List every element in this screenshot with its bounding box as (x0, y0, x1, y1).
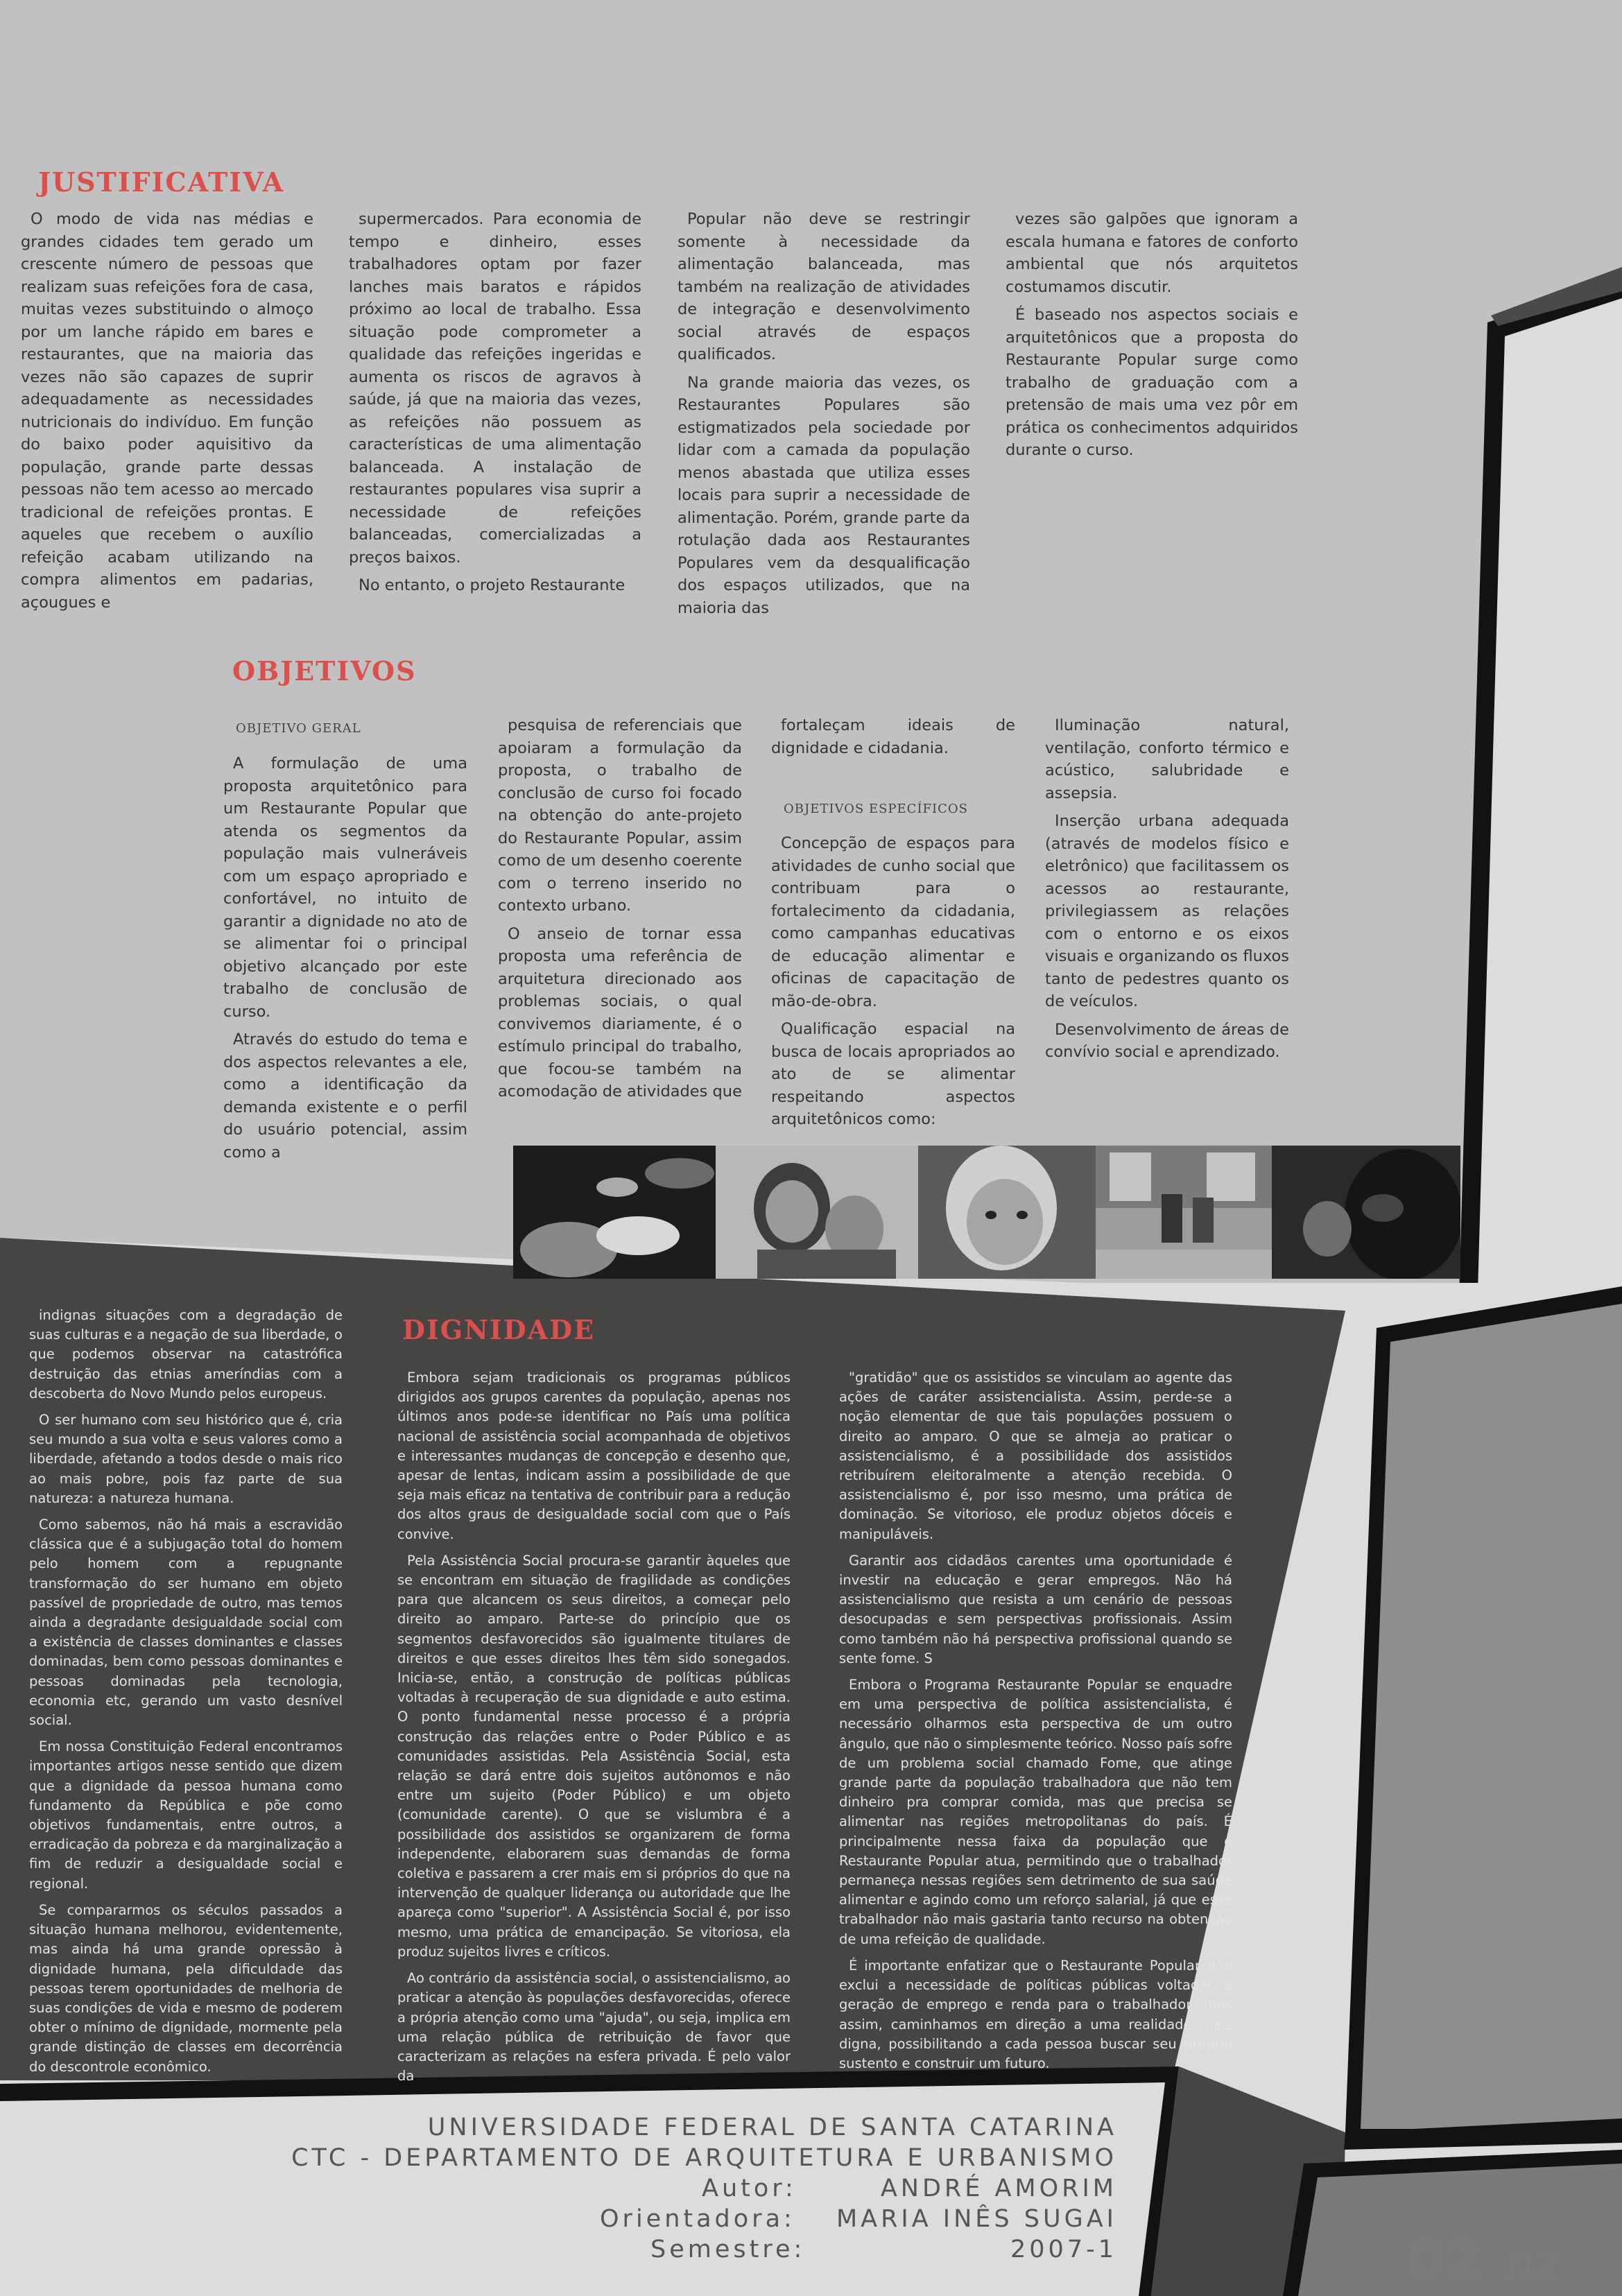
paragraph: pesquisa de referenciais que apoiaram a formulação da proposta, o trabalho de conclusão de curso foi focado na obtenção do ante-projeto do Restaurante Popular, assim como de um desenho coerente com o terreno inserido no contexto urbano. (498, 716, 742, 915)
paragraph: Pela Assistência Social procura-se garantir àqueles que se encontram em situação de fragilidade as condições para que alcancem os seus direitos, a começar pelo direito ao amparo. Parte-se do princípio que os segmentos desfavorecidos são igualmente titulares de direitos e que esses direitos lhes têm sido sonegados. Inicia-se, então, a construção de políticas públicas voltadas à recuperação de sua dignidade e auto estima. O ponto fundamental nesse processo é a própria construção das relações entre o Poder Público e as comunidades assistidas. Pela Assistência Social, esta relação se dará entre dois sujeitos autônomos e não entre um sujeito (Poder Público) e um objeto (comunidade carente). O que se vislumbra é a possibilidade dos assistidos se organizarem de forma independente, elaborarem suas demandas de forma coletiva e passarem a crer mais em si próprios do que na intervenção de qualquer liderança ou autoridade que lhe apareça como "superior". A Assistência Social é, por isso mesmo, uma prática de emancipação. Se vitoriosa, ela produz sujeitos livres e críticos. (397, 1552, 791, 1960)
photo-person-eating (1272, 1146, 1460, 1279)
paragraph: "gratidão" que os assistidos se vinculam ao agente das ações de caráter assistencialista. Assim, perde-se a noção elementar de que tais populações possuem o direito ao amparo. O que se almeja ao praticar o assistencialismo, é a possibilidade dos assistidos retribuírem eleitoralmente a atenção recebida. O assistencialismo é, por isso mesmo, uma prática de dominação. Se vitorioso, ele produz objetos dóceis e manipuláveis. (839, 1370, 1232, 1542)
paragraph: fortaleçam ideais de dignidade e cidadania. (771, 716, 1015, 757)
dignidade-col-2 (397, 1368, 791, 2093)
page-number: 02 (1408, 2229, 1481, 2291)
paragraph: Embora sejam tradicionais os programas públicos dirigidos aos grupos carentes da população, apenas nos últimos anos pode-se identificar no País uma política nacional de assistência social acompanhada de objetivos e interessantes mudanças de concepção e desenho que, apesar de lentas, indicam assim a possibilidade de que seja mais eficaz na tentativa de contribuir para a redução dos altos graus de desigualdade social com que o País convive. (397, 1370, 791, 1542)
objetivos-col-2 (498, 714, 742, 1109)
objetivos-col-4 (1045, 714, 1289, 1069)
objetivo-geral-subtitle: OBJETIVO GERAL (236, 721, 361, 736)
paragraph: supermercados. Para economia de tempo e dinheiro, esses trabalhadores optam por fazer lanches mais baratos e rápidos próximo ao local de trabalho. Essa situação pode comprometer a qualidade das refeições ingeridas e aumenta os riscos de agravos à saúde, já que na maioria das vezes, as refeições não possuem as características de uma alimentação balanceada. A instalação de restaurantes populares visa suprir a necessidade de refeições balanceadas, comercializadas a preços baixos. (349, 210, 641, 567)
photo-hands-bowl (513, 1146, 716, 1279)
dignidade-col-1 (29, 1306, 343, 2084)
paragraph: É importante enfatizar que o Restaurante Popular não exclui a necessidade de políticas públicas voltadas a geração de emprego e renda para o trabalhador, mas assim, caminhamos em direção a uma realidade mais digna, possibilitando a cada pessoa buscar seu próprio sustento e construir um futuro. (839, 1957, 1232, 2071)
semester-value: 2007-1 (1010, 2236, 1117, 2263)
justificativa-col-3 (678, 208, 970, 625)
justificativa-col-2 (349, 208, 641, 603)
advisor-label: Orientadora: (600, 2205, 795, 2233)
paragraph: Garantir aos cidadãos carentes uma oportunidade é investir na educação e gerar empregos. Não há assistencialismo que resista a um cenário de pessoas desocupadas e sem perspectivas profissionais. Assim como também não há perspectiva profissional quando se sente fome. S (839, 1552, 1232, 1666)
paragraph: Se compararmos os séculos passados a situação humana melhorou, evidentemente, mas ainda há uma grande opressão à dignidade humana, pela dificuldade das pessoas terem oportunidades de melhoria de suas condições de vida e mesmo de poderem obter o mínimo de dignidade, mormente pela grande distinção de classes em decorrência do descontrole econômico. (29, 1901, 343, 2075)
paragraph: Embora o Programa Restaurante Popular se enquadre em uma perspectiva de política assistencialista, é necessário olharmos esta perspectiva de um outro ângulo, que não o simplesmente teórico. Nosso país sofre de um problema social chamado Fome, que atinge grande parte da população trabalhadora que não tem dinheiro pra comprar comida, mas que precisa se alimentar nas regiões metropolitanas do país. É principalmente nessa faixa da população que o Restaurante Popular atua, permitindo que o trabalhador permaneça nessas regiões sem detrimento de sua saúde alimentar e agindo como um reforço salarial, já que esse trabalhador não mais gastaria tanto recurso na obtenção de uma refeição de qualidade. (839, 1677, 1232, 1947)
paragraph: Ao contrário da assistência social, o assistencialismo, ao praticar a atenção às populações desfavorecidas, oferece a própria atenção como uma "ajuda", ou seja, implica em uma relação pública de retribuição de favor que caracterizam as relações na esfera privada. É pelo valor da (397, 1970, 791, 2084)
photo-street-musicians (1096, 1146, 1272, 1279)
paragraph: Na grande maioria das vezes, os Restaurantes Populares são estigmatizados pela sociedade por lidar com a camada da população menos abastada que utiliza esses locais para suprir a necessidade de alimentação. Porém, grande parte da rotulação dada aos Restaurantes Populares vem da desqualificação dos espaços utilizados, que na maioria das (678, 373, 970, 617)
objetivos-especificos-subtitle: OBJETIVOS ESPECÍFICOS (784, 802, 969, 816)
photo-two-children (716, 1146, 918, 1279)
page-total: /12 (1507, 2247, 1559, 2284)
paragraph: Como sabemos, não há mais a escravidão clássica que é a subjugação total do homem pelo homem com a repugnante transformação do ser humano em objeto passível de propriedade de outro, mas temos ainda a degradante desigualdade social com a existência de classes dominantes e classes dominadas, bem como pessoas dominantes e pessoas dominadas pela tecnologia, economia etc, gerando um vasto desnível social. (29, 1517, 343, 1729)
paragraph: No entanto, o projeto Restaurante (359, 576, 625, 594)
justificativa-col-1 (21, 208, 313, 619)
paragraph: O anseio de tornar essa proposta uma referência de arquitetura direcionado aos problemas sociais, o qual convivemos diariamente, é o estímulo principal do trabalho, que focou-se também na acomodação de atividades que (498, 924, 742, 1100)
paragraph: Iluminação natural, ventilação, conforto térmico e acústico, salubridade e assepsia. (1045, 716, 1289, 802)
objetivos-col-3a (771, 714, 1015, 765)
paragraph: Em nossa Constituição Federal encontramos importantes artigos nesse sentido que dizem que a dignidade da pessoa humana como fundamento da República e põe como objetivos fundamentais, entre outros, a erradicação da pobreza e da marginalização a fim de reduzir a desigualdade social e regional. (29, 1738, 343, 1892)
author-label: Autor: (702, 2175, 797, 2202)
paragraph: Desenvolvimento de áreas de convívio social e aprendizado. (1045, 1020, 1289, 1061)
paragraph: Através do estudo do tema e dos aspectos relevantes a ele, como a identificação da demanda existente e o perfil do usuário potencial, assim como a (223, 1030, 467, 1162)
paragraph: O ser humano com seu histórico que é, cria seu mundo a sua volta e seus valores como a liberdade, afetando a todos desde o mais rico ao mais pobre, pois faz parte de sua natureza: a natureza humana. (29, 1412, 343, 1506)
objetivos-col-1 (223, 752, 467, 1169)
paragraph: indignas situações com a degradação de suas culturas e a negação de sua liberdade, o que podemos observar na catastrófica destruição das etnias ameríndias com a descoberta do Novo Mundo pelos europeus. (29, 1307, 343, 1401)
department-name: CTC - DEPARTAMENTO DE ARQUITETURA E URBANISMO (291, 2144, 1117, 2172)
semester-label: Semestre: (650, 2236, 806, 2263)
dignidade-title: DIGNIDADE (402, 1314, 596, 1345)
paragraph: Popular não deve se restringir somente à necessidade da alimentação balanceada, mas também na realização de atividades de integração e desenvolvimento social através de espaços qualificados. (678, 210, 970, 363)
author-name: ANDRÉ AMORIM (880, 2175, 1117, 2202)
university-name: UNIVERSIDADE FEDERAL DE SANTA CATARINA (427, 2114, 1117, 2141)
paragraph: O modo de vida nas médias e grandes cidades tem gerado um crescente número de pessoas que realizam suas refeições fora de casa, muitas vezes substituindo o almoço por um lanche rápido em bares e restaurantes, que na maioria das vezes não são capazes de suprir adequadamente as necessidades nutricionais do indivíduo. Em função do baixo poder aquisitivo da população, grande parte dessas pessoas não tem acesso ao mercado tradicional de refeições prontas. E aqueles que recebem o auxílio refeição acabam utilizando na compra alimentos em padarias, açougues e (21, 210, 313, 612)
justificativa-col-4 (1006, 208, 1298, 467)
paragraph: A formulação de uma proposta arquitetônico para um Restaurante Popular que atenda os segmentos da população mais vulneráveis com um espaço apropriado e confortável, no intuito de garantir a dignidade no ato de se alimentar foi o principal objetivo alcançado por este trabalho de conclusão de curso. (223, 754, 467, 1021)
paragraph: É baseado nos aspectos sociais e arquitetônicos que a proposta do Restaurante Popular surge como trabalho de graduação com a pretensão de mais uma vez pôr em prática os conhecimentos adquiridos durante o curso. (1006, 306, 1298, 459)
objetivos-col-3b (771, 832, 1015, 1137)
advisor-name: MARIA INÊS SUGAI (836, 2205, 1117, 2233)
justificativa-title: JUSTIFICATIVA (38, 166, 285, 198)
paragraph: Inserção urbana adequada (através de modelos físico e eletrônico) que facilitassem os acessos ao restaurante, privilegiassem as relações com o entorno e os eixos visuais e organizando os fluxos tanto de pedestres quanto os de veículos. (1045, 812, 1289, 1010)
paragraph: vezes são galpões que ignoram a escala humana e fatores de conforto ambiental que nós arquitetos costumamos discutir. (1006, 210, 1298, 296)
photo-child-portrait (918, 1146, 1096, 1279)
dignidade-col-3 (839, 1368, 1232, 2080)
paragraph: Concepção de espaços para atividades de cunho social que contribuam para o fortalecimento da cidadania, como campanhas educativas de educação alimentar e oficinas de capacitação de mão-de-obra. (771, 834, 1015, 1010)
paragraph: Qualificação espacial na busca de locais apropriados ao ato de se alimentar respeitando aspectos arquitetônicos como: (771, 1020, 1015, 1128)
objetivos-title: OBJETIVOS (232, 655, 417, 687)
